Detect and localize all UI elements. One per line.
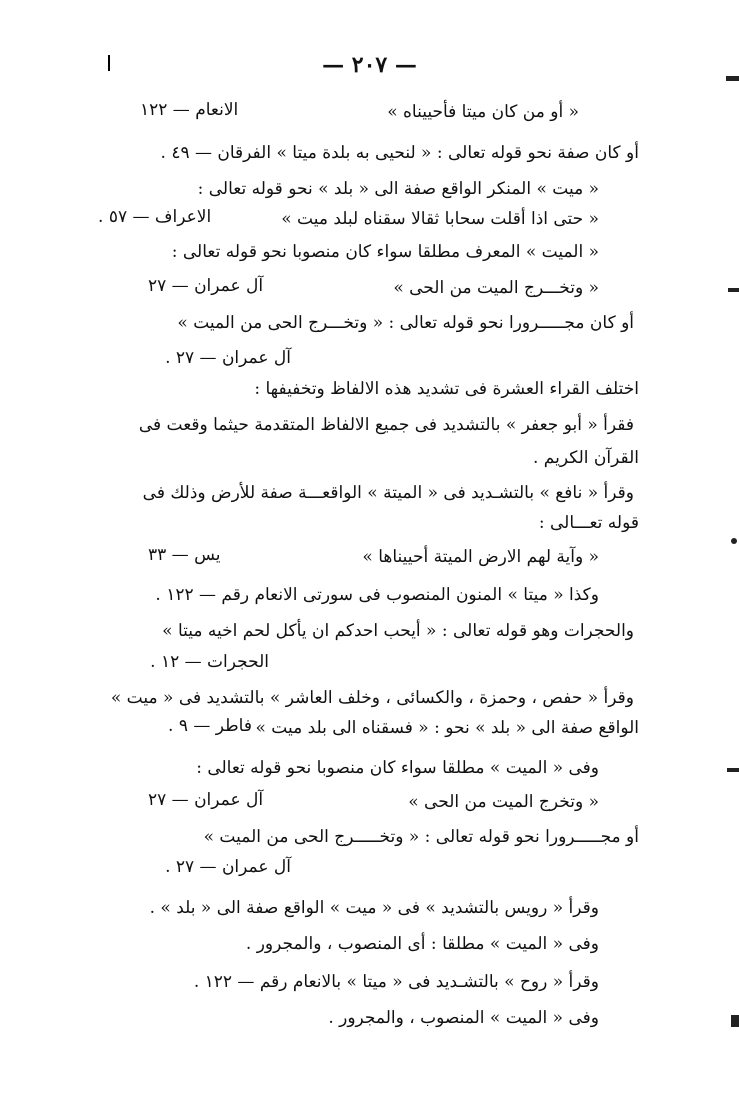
text-line-27: وفى « الميت » المنصوب ، والمجرور . <box>328 1008 599 1028</box>
text-line-24: وقرأ « رويس بالتشديد » فى « ميت » الواقع صفة الى « بلد » . <box>149 898 599 918</box>
text-line-10: فقرأ « أبو جعفر » بالتشديد فى جميع الالفاظ المتقدمة حيثما وقعت فى <box>138 415 634 435</box>
text-line-25: وفى « الميت » مطلقا : أى المنصوب ، والمجرور . <box>245 934 599 954</box>
text-line-13: قوله تعـــالى : <box>538 513 639 533</box>
text-line-22: أو مجـــــرورا نحو قوله تعالى : « وتخـــــرج الحى من الميت » <box>203 827 639 847</box>
scan-mark-right-3 <box>731 538 737 544</box>
text-line-16: والحجرات وهو قوله تعالى : « أيحب احدكم ان يأكل لحم اخيه ميتا » <box>162 621 634 641</box>
text-line-3: « ميت » المنكر الواقع صفة الى « بلد » نحو قوله تعالى : <box>197 179 599 199</box>
reference-line-4: الاعراف — ٥٧ . <box>98 207 212 227</box>
text-line-1: « أو من كان ميتا فأحييناه » <box>387 102 579 122</box>
text-line-8: آل عمران — ٢٧ . <box>165 348 291 368</box>
reference-line-6: آل عمران — ٢٧ <box>148 276 264 296</box>
reference-line-21: آل عمران — ٢٧ <box>148 790 264 810</box>
text-line-7: أو كان مجـــــرورا نحو قوله تعالى : « وتخـــرج الحى من الميت » <box>177 313 634 333</box>
text-line-14: « وآية لهم الارض الميتة أحييناها » <box>362 547 599 567</box>
text-line-17: الحجرات — ١٢ . <box>150 652 269 672</box>
text-line-15: وكذا « ميتا » المنون المنصوب فى سورتى الانعام رقم — ١٢٢ . <box>155 585 599 605</box>
text-line-18: وقرأ « حفص ، وحمزة ، والكسائى ، وخلف العاشر » بالتشديد فى « ميت » <box>110 688 634 708</box>
text-line-11: القرآن الكريم . <box>532 448 639 468</box>
scan-mark-right-2 <box>728 288 739 292</box>
text-line-5: « الميت » المعرف مطلقا سواء كان منصوبا نحو قوله تعالى : <box>171 242 599 262</box>
text-line-6: « وتخـــرج الميت من الحى » <box>393 278 599 298</box>
text-line-19: الواقع صفة الى « بلد » نحو : « فسقناه الى بلد ميت » <box>255 718 639 738</box>
text-line-23: آل عمران — ٢٧ . <box>165 857 291 877</box>
reference-line-1: الانعام — ١٢٢ <box>140 100 239 120</box>
text-line-4: « حتى اذا أقلت سحابا ثقالا سقناه لبلد ميت » <box>281 209 599 229</box>
text-line-12: وقرأ « نافع » بالتشـديد فى « الميتة » الواقعـــة صفة للأرض وذلك فى <box>142 483 634 503</box>
reference-line-14: يس — ٣٣ <box>148 545 221 565</box>
text-line-20: وفى « الميت » مطلقا سواء كان منصوبا نحو قوله تعالى : <box>196 758 599 778</box>
text-line-21: « وتخرج الميت من الحى » <box>408 792 599 812</box>
scan-mark-right-5 <box>731 1015 739 1027</box>
text-line-26: وقرأ « روح » بالتشـديد فى « ميتا » بالانعام رقم — ١٢٢ . <box>193 972 599 992</box>
text-line-9: اختلف القراء العشرة فى تشديد هذه الالفاظ وتخفيفها : <box>254 379 639 399</box>
reference-line-19: فاطر — ٩ . <box>168 716 252 736</box>
page-number: — ٢٠٧ — <box>322 52 417 78</box>
text-line-2: أو كان صفة نحو قوله تعالى : « لنحيى به بلدة ميتا » الفرقان — ٤٩ . <box>160 143 639 163</box>
scan-mark-right-4 <box>727 768 739 772</box>
